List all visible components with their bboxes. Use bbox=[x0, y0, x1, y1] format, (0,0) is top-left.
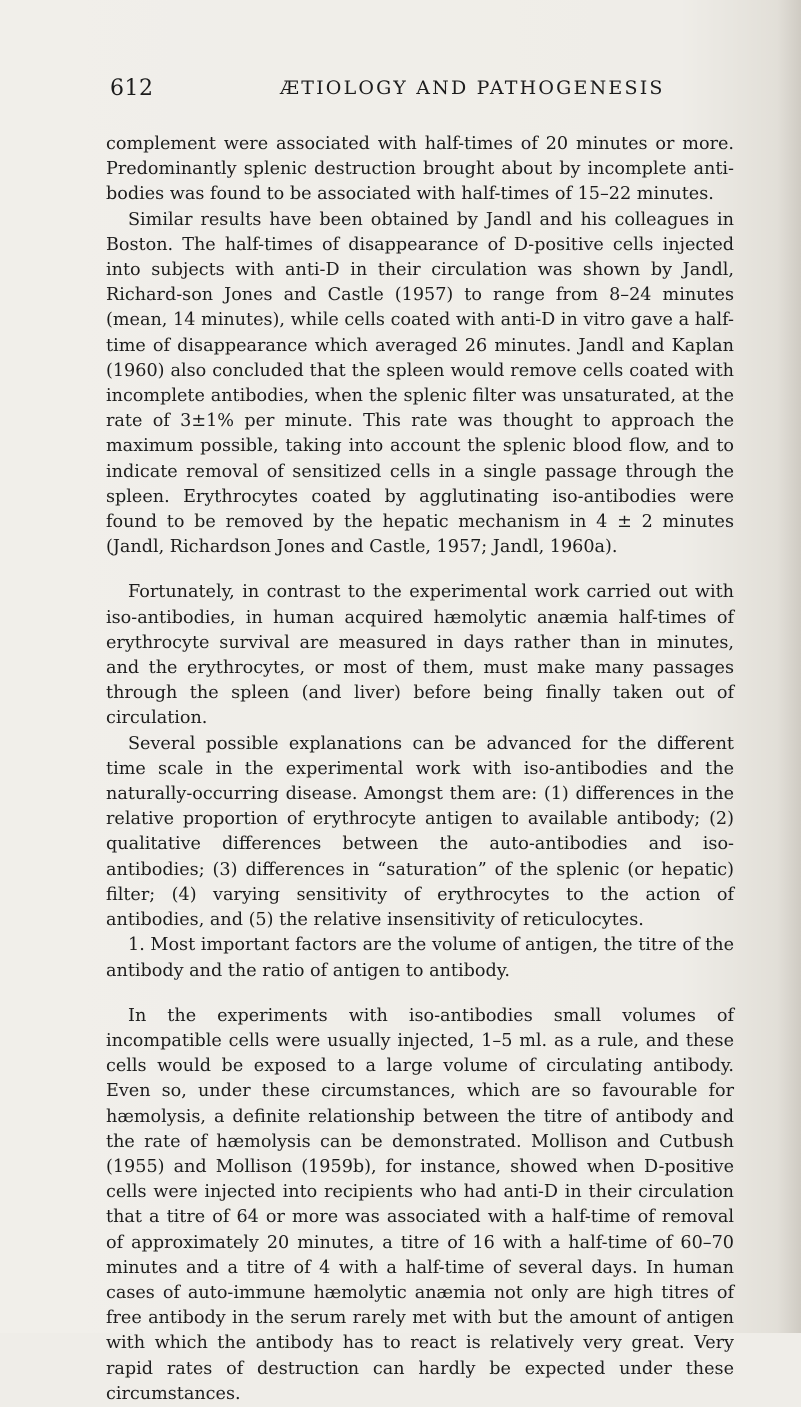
paragraph-6: In the experiments with iso-antibodies small volumes of incompatible cells were usually injected, 1–5 ml. as a rule, and these cells would be exposed to a large volume of circulating antibody. Even so, under these circumstances, which are so favourable for hæmolysis, a definite relationship between the titre of antibody and the rate of hæmolysis can be demonstrated. Mollison and Cutbush (1955) and Mollison (1959b), for instance, showed when D-positive cells were injected into recipients who had anti-D in their circulation that a titre of 64 or more was associated with a half-time of removal of approximately 20 minutes, a titre of 16 with a half-time of 60–70 minutes and a titre of 4 with a half-time of several days. In human cases of auto-immune hæmolytic anæmia not only are high titres of free antibody in the serum rarely met with but the amount of antigen with which the antibody has to react is relatively very great. Very rapid rates of destruction can hardly be expected under these circumstances. bbox=[106, 1005, 734, 1404]
body-text bbox=[106, 132, 734, 1407]
paragraph-1: complement were associated with half-times of 20 minutes or more. Predominantly splenic destruction brought about by incomplete anti-bodies was found to be associated with half-times of 15–22 minutes. bbox=[106, 134, 734, 205]
paragraph-5: 1. Most important factors are the volume of antigen, the titre of the antibody and the ratio of antigen to antibody. bbox=[106, 935, 734, 981]
page-header bbox=[110, 76, 730, 108]
paragraph-4: Several possible explanations can be advanced for the different time scale in the experimental work with iso-antibodies and the naturally-occurring disease. Amongst them are: (1) differences in the relative proportion of erythrocyte antigen to available antibody; (2) qualitative differences between the auto-antibodies and iso-antibodies; (3) differences in “saturation” of the splenic (or hepatic) filter; (4) varying sensitivity of erythrocytes to the action of antibodies, and (5) the relative insensitivity of reticulocytes. bbox=[106, 733, 734, 931]
running-head: ÆTIOLOGY AND PATHOGENESIS bbox=[280, 77, 665, 99]
page-number: 612 bbox=[110, 76, 154, 101]
paragraph-3: Fortunately, in contrast to the experimental work carried out with iso-antibodies, in human acquired hæmolytic anæmia half-times of erythrocyte survival are measured in days rather than in minutes, and the erythrocytes, or most of them, must make many passages through the spleen (and liver) before being finally taken out of circulation. bbox=[106, 582, 734, 729]
paragraph-2: Similar results have been obtained by Jandl and his colleagues in Boston. The half-times of disappearance of D-positive cells injected into subjects with anti-D in their circulation was shown by Jandl, Richard-son Jones and Castle (1957) to range from 8–24 minutes (mean, 14 minutes), while cells coated with anti-D in vitro gave a half-time of disappearance which averaged 26 minutes. Jandl and Kaplan (1960) also concluded that the spleen would remove cells coated with incomplete antibodies, when the splenic filter was unsaturated, at the rate of 3±1% per minute. This rate was thought to approach the maximum possible, taking into account the splenic blood flow, and to indicate removal of sensitized cells in a single passage through the spleen. Erythrocytes coated by agglutinating iso-antibodies were found to be removed by the hepatic mechanism in 4 ± 2 minutes (Jandl, Richardson Jones and Castle, 1957; Jandl, 1960a). bbox=[106, 209, 734, 558]
